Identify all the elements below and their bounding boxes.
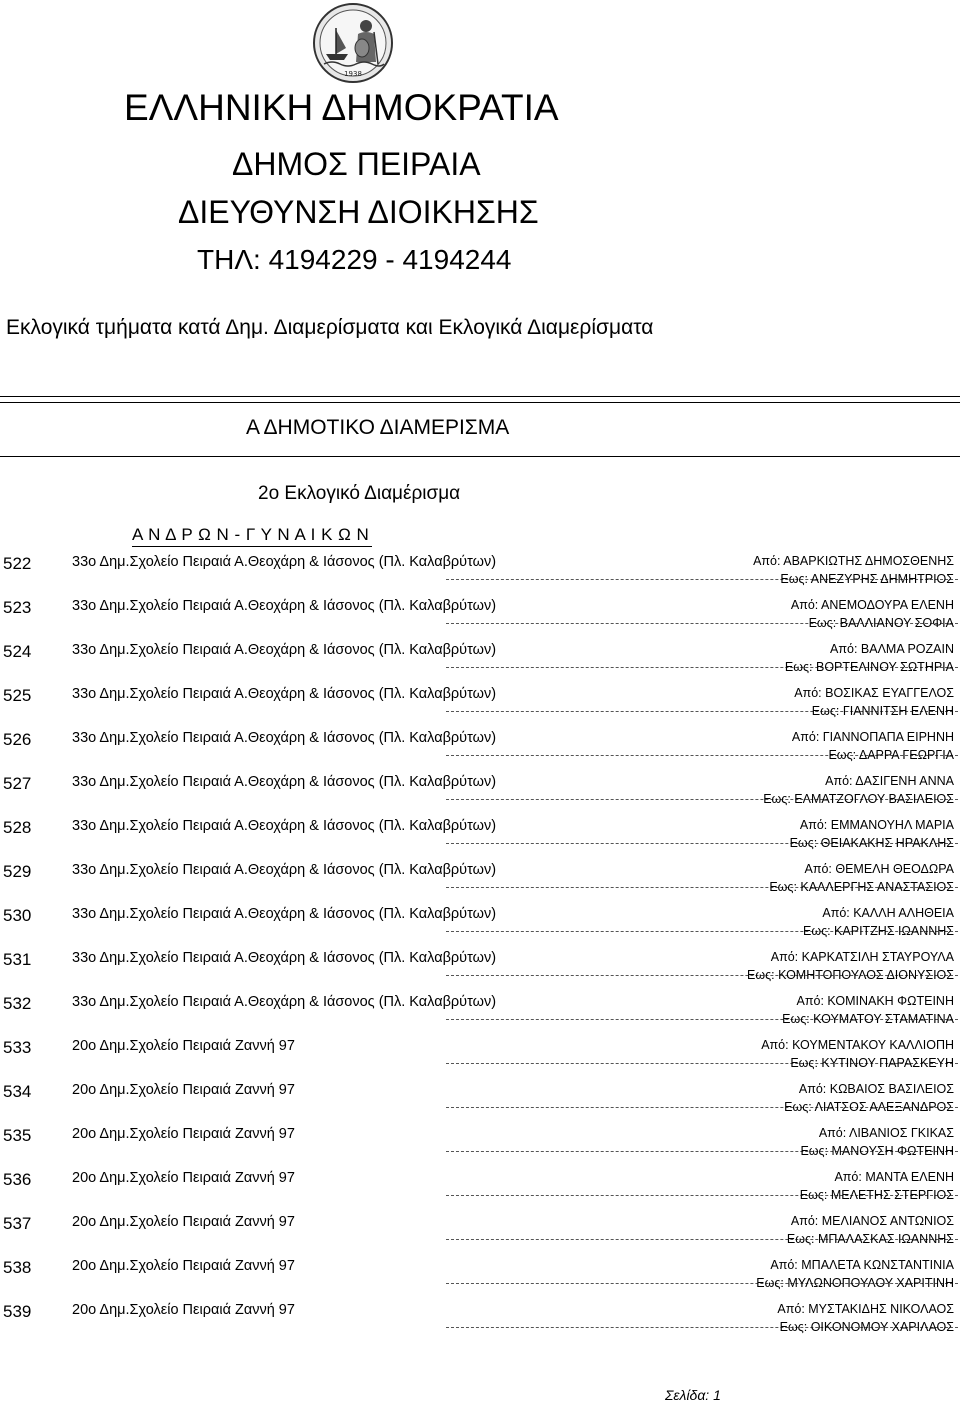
- surname-range-from: Από: ΚΟΜΙΝΑΚΗ ΦΩΤΕΙΝΗ: [796, 994, 954, 1008]
- list-item: [0, 1212, 960, 1256]
- surname-range-from: Από: ΒΑΛΜΑ ΡΟΖΑΙΝ: [830, 642, 954, 656]
- station-location: 33ο Δημ.Σχολείο Πειραιά Α.Θεοχάρη & Ιάσονος (Πλ. Καλαβρύτων): [72, 554, 497, 570]
- document-subtitle: Εκλογικά τμήματα κατά Δημ. Διαμερίσματα και Εκλογικά Διαμερίσματα: [6, 316, 654, 339]
- station-location: 33ο Δημ.Σχολείο Πειραιά Α.Θεοχάρη & Ιάσονος (Πλ. Καλαβρύτων): [72, 950, 497, 966]
- list-item: [0, 728, 960, 772]
- list-item: [0, 860, 960, 904]
- surname-range-to: Εως: ΕΛΜΑΤΖΟΓΛΟΥ ΒΑΣΙΛΕΙΟΣ: [763, 792, 954, 806]
- divider-top-inner: [0, 402, 960, 403]
- station-location: 20ο Δημ.Σχολείο Πειραιά Ζαννή 97: [72, 1302, 295, 1318]
- station-location: 33ο Δημ.Σχολείο Πειραιά Α.Θεοχάρη & Ιάσονος (Πλ. Καλαβρύτων): [72, 862, 497, 878]
- gender-heading-underline: [132, 546, 372, 547]
- list-item: [0, 1256, 960, 1300]
- station-number: 533: [3, 1038, 32, 1057]
- surname-range-to: Εως: ΓΙΑΝΝΙΤΣΗ ΕΛΕΝΗ: [811, 704, 954, 718]
- list-item: [0, 948, 960, 992]
- surname-range-from: Από: ΚΑΛΛΗ ΑΛΗΘΕΙΑ: [822, 906, 954, 920]
- header-directorate: ΔΙΕΥΘΥΝΣΗ ΔΙΟΙΚΗΣΗΣ: [178, 194, 539, 230]
- surname-range-to: Εως: ΜΑΝΟΥΣΗ ΦΩΤΕΙΝΗ: [800, 1144, 954, 1158]
- surname-range-from: Από: ΜΠΑΛΕΤΑ ΚΩΝΣΤΑΝΤΙΝΙΑ: [770, 1258, 954, 1272]
- list-item: [0, 640, 960, 684]
- station-location: 33ο Δημ.Σχολείο Πειραιά Α.Θεοχάρη & Ιάσονος (Πλ. Καλαβρύτων): [72, 598, 497, 614]
- surname-range-to: Εως: ΚΟΥΜΑΤΟΥ ΣΤΑΜΑΤΙΝΑ: [782, 1012, 954, 1026]
- list-item: [0, 1080, 960, 1124]
- station-location: 20ο Δημ.Σχολείο Πειραιά Ζαννή 97: [72, 1082, 295, 1098]
- station-number: 524: [3, 642, 32, 661]
- station-location: 33ο Δημ.Σχολείο Πειραιά Α.Θεοχάρη & Ιάσονος (Πλ. Καλαβρύτων): [72, 818, 497, 834]
- seal-year: 1938: [344, 70, 362, 78]
- station-location: 33ο Δημ.Σχολείο Πειραιά Α.Θεοχάρη & Ιάσονος (Πλ. Καλαβρύτων): [72, 730, 497, 746]
- station-number: 531: [3, 950, 32, 969]
- list-item: [0, 1168, 960, 1212]
- list-item: [0, 816, 960, 860]
- surname-range-from: Από: ΚΟΥΜΕΝΤΑΚΟΥ ΚΑΛΛΙΟΠΗ: [761, 1038, 954, 1052]
- station-number: 537: [3, 1214, 32, 1233]
- station-location: 20ο Δημ.Σχολείο Πειραιά Ζαννή 97: [72, 1170, 295, 1186]
- surname-range-to: Εως: ΒΑΛΛΙΑΝΟΥ ΣΟΦΙΑ: [808, 616, 954, 630]
- surname-range-to: Εως: ΒΟΡΤΕΛΙΝΟΥ ΣΩΤΗΡΙΑ: [784, 660, 954, 674]
- surname-range-to: Εως: ΘΕΙΑΚΑΚΗΣ ΗΡΑΚΛΗΣ: [789, 836, 954, 850]
- surname-range-from: Από: ΓΙΑΝΝΟΠΑΠΑ ΕΙΡΗΝΗ: [791, 730, 954, 744]
- surname-range-to: Εως: ΜΕΛΕΤΗΣ ΣΤΕΡΓΙΟΣ: [799, 1188, 954, 1202]
- station-number: 534: [3, 1082, 32, 1101]
- list-item: [0, 992, 960, 1036]
- surname-range-to: Εως: ΜΠΑΛΑΣΚΑΣ ΙΩΑΝΝΗΣ: [786, 1232, 954, 1246]
- electoral-section-title: 2ο Εκλογικό Διαμέρισμα: [258, 483, 461, 504]
- station-number: 529: [3, 862, 32, 881]
- list-item: [0, 1036, 960, 1080]
- station-number: 536: [3, 1170, 32, 1189]
- list-item: [0, 772, 960, 816]
- station-location: 33ο Δημ.Σχολείο Πειραιά Α.Θεοχάρη & Ιάσονος (Πλ. Καλαβρύτων): [72, 686, 497, 702]
- district-title: Α ΔΗΜΟΤΙΚΟ ΔΙΑΜΕΡΙΣΜΑ: [246, 416, 510, 439]
- list-item: [0, 552, 960, 596]
- station-location: 20ο Δημ.Σχολείο Πειραιά Ζαννή 97: [72, 1214, 295, 1230]
- station-number: 522: [3, 554, 32, 573]
- station-location: 20ο Δημ.Σχολείο Πειραιά Ζαννή 97: [72, 1038, 295, 1054]
- list-item: [0, 684, 960, 728]
- surname-range-from: Από: ΘΕΜΕΛΗ ΘΕΟΔΩΡΑ: [804, 862, 954, 876]
- header-municipality: ΔΗΜΟΣ ΠΕΙΡΑΙΑ: [232, 146, 481, 182]
- station-number: 539: [3, 1302, 32, 1321]
- surname-range-from: Από: ΜΕΛΙΑΝΟΣ ΑΝΤΩΝΙΟΣ: [790, 1214, 954, 1228]
- surname-range-from: Από: ΚΑΡΚΑΤΣΙΛΗ ΣΤΑΥΡΟΥΛΑ: [770, 950, 954, 964]
- station-location: 33ο Δημ.Σχολείο Πειραιά Α.Θεοχάρη & Ιάσονος (Πλ. Καλαβρύτων): [72, 994, 497, 1010]
- station-number: 526: [3, 730, 32, 749]
- surname-range-to: Εως: ΚΑΛΛΕΡΓΗΣ ΑΝΑΣΤΑΣΙΟΣ: [769, 880, 954, 894]
- station-location: 33ο Δημ.Σχολείο Πειραιά Α.Θεοχάρη & Ιάσονος (Πλ. Καλαβρύτων): [72, 774, 497, 790]
- surname-range-from: Από: ΑΝΕΜΟΔΟΥΡΑ ΕΛΕΝΗ: [790, 598, 954, 612]
- divider-district: [0, 456, 960, 457]
- gender-heading: Α Ν Δ Ρ Ω Ν - Γ Υ Ν Α Ι Κ Ω Ν: [132, 525, 370, 544]
- station-location: 33ο Δημ.Σχολείο Πειραιά Α.Θεοχάρη & Ιάσονος (Πλ. Καλαβρύτων): [72, 906, 497, 922]
- surname-range-from: Από: ΛΙΒΑΝΙΟΣ ΓΚΙΚΑΣ: [818, 1126, 954, 1140]
- list-item: [0, 904, 960, 948]
- station-number: 528: [3, 818, 32, 837]
- station-number: 523: [3, 598, 32, 617]
- surname-range-to: Εως: ΛΙΑΤΣΟΣ ΑΛΕΞΑΝΔΡΟΣ: [784, 1100, 954, 1114]
- municipality-seal-logo: [312, 2, 394, 84]
- surname-range-from: Από: ΒΟΣΙΚΑΣ ΕΥΑΓΓΕΛΟΣ: [794, 686, 954, 700]
- surname-range-to: Εως: ΚΑΡΙΤΖΗΣ ΙΩΑΝΝΗΣ: [802, 924, 954, 938]
- station-location: 20ο Δημ.Σχολείο Πειραιά Ζαννή 97: [72, 1126, 295, 1142]
- surname-range-from: Από: ΜΑΝΤΑ ΕΛΕΝΗ: [834, 1170, 954, 1184]
- surname-range-to: Εως: ΚΟΜΗΤΟΠΟΥΛΟΣ ΔΙΟΝΥΣΙΟΣ: [747, 968, 954, 982]
- divider-top: [0, 396, 960, 397]
- surname-range-from: Από: ΑΒΑΡΚΙΩΤΗΣ ΔΗΜΟΣΘΕΝΗΣ: [753, 554, 954, 568]
- station-number: 538: [3, 1258, 32, 1277]
- surname-range-to: Εως: ΜΥΛΩΝΟΠΟΥΛΟΥ ΧΑΡΙΤΙΝΗ: [756, 1276, 954, 1290]
- surname-range-to: Εως: ΟΙΚΟΝΟΜΟΥ ΧΑΡΙΛΑΟΣ: [779, 1320, 954, 1334]
- header-country: ΕΛΛΗΝΙΚΗ ΔΗΜΟΚΡΑΤΙΑ: [124, 87, 559, 128]
- list-item: [0, 1300, 960, 1344]
- surname-range-to: Εως: ΔΑΡΡΑ ΓΕΩΡΓΙΑ: [828, 748, 954, 762]
- page-number: Σελίδα: 1: [665, 1387, 721, 1403]
- station-number: 525: [3, 686, 32, 705]
- surname-range-from: Από: ΚΩΒΑΙΟΣ ΒΑΣΙΛΕΙΟΣ: [798, 1082, 954, 1096]
- station-number: 532: [3, 994, 32, 1013]
- surname-range-from: Από: ΜΥΣΤΑΚΙΔΗΣ ΝΙΚΟΛΑΟΣ: [777, 1302, 954, 1316]
- station-location: 33ο Δημ.Σχολείο Πειραιά Α.Θεοχάρη & Ιάσονος (Πλ. Καλαβρύτων): [72, 642, 497, 658]
- list-item: [0, 596, 960, 640]
- list-item: [0, 1124, 960, 1168]
- surname-range-to: Εως: ΚΥΤΙΝΟΥ ΠΑΡΑΣΚΕΥΗ: [790, 1056, 954, 1070]
- station-location: 20ο Δημ.Σχολείο Πειραιά Ζαννή 97: [72, 1258, 295, 1274]
- surname-range-from: Από: ΔΑΣΙΓΕΝΗ ΑΝΝΑ: [825, 774, 954, 788]
- station-number: 530: [3, 906, 32, 925]
- station-number: 527: [3, 774, 32, 793]
- header-phone: ΤΗΛ: 4194229 - 4194244: [197, 244, 512, 275]
- surname-range-from: Από: ΕΜΜΑΝΟΥΗΛ ΜΑΡΙΑ: [799, 818, 954, 832]
- surname-range-to: Εως: ΑΝΕΖΥΡΗΣ ΔΗΜΗΤΡΙΟΣ: [780, 572, 954, 586]
- station-number: 535: [3, 1126, 32, 1145]
